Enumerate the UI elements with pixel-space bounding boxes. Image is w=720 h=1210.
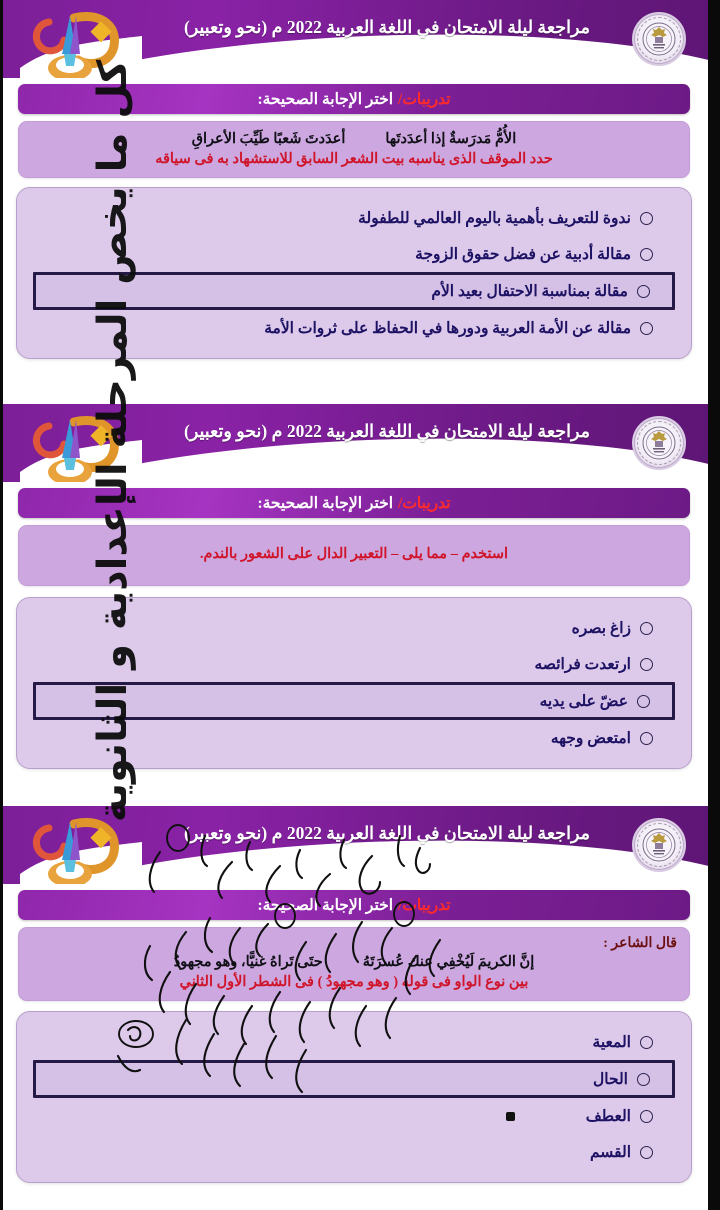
answer-option-label: مقالة أدبية عن فضل حقوق الزوجة [415,245,631,263]
answer-option[interactable] [17,646,691,682]
answer-option[interactable] [17,200,691,236]
question-prompt-1: حدد الموقف الذى يناسبه بيت الشعر السابق للاستشهاد به فى سياقه [155,151,553,167]
ink-dot-marker [506,1112,515,1121]
radio-circle-icon[interactable] [640,322,653,335]
question-prompt-2: استخدم – مما يلى – التعبير الدال على الشعور بالندم. [199,546,509,562]
exercise-label-white: اختر الإجابة الصحيحة: [257,90,394,108]
exercise-label-white: اختر الإجابة الصحيحة: [257,494,394,512]
radio-circle-icon[interactable] [637,1073,650,1086]
answer-option[interactable] [17,1134,691,1170]
nafham-logo [14,2,146,78]
ministry-emblem-icon [632,12,686,66]
answer-option-label: العطف [585,1107,631,1125]
answer-option-label: ندوة للتعريف بأهمية باليوم العالمي للطفولة [358,209,631,227]
radio-circle-icon[interactable] [637,695,650,708]
right-film-strip [708,0,720,1210]
answers-box-1 [16,187,692,359]
answer-option-label: زاغ بصره [571,619,631,637]
ministry-emblem-icon [632,416,686,470]
verse-hemistich-right: إنَّ الكريمَ لَيُخْفِي عنك عُسرَتَهُ [362,954,535,970]
answer-option[interactable] [17,720,691,756]
slide-card-2 [0,404,708,802]
answer-option[interactable] [17,610,691,646]
question-box-1 [18,121,690,178]
radio-circle-icon[interactable] [640,1036,653,1049]
exercise-bar-1 [18,84,690,114]
nafham-logo [14,808,146,884]
answer-option[interactable] [17,1024,691,1060]
answer-option[interactable] [17,310,691,346]
answer-option-label: امتعض وجهه [550,729,631,747]
ministry-emblem-icon [632,818,686,872]
radio-circle-icon[interactable] [637,285,650,298]
slide-card-3 [0,806,708,1210]
question-verse-3 [31,954,677,971]
answer-option-correct[interactable] [33,272,675,310]
exercise-label-red: تدريبات/ [398,494,451,512]
answer-option-correct[interactable] [33,682,675,720]
slide-header-1 [0,0,708,78]
answers-box-2 [16,597,692,769]
verse-hemistich-right: الأُمُّ مَدرَسةٌ إذا أعدَدتَها [385,131,517,147]
radio-circle-icon[interactable] [640,732,653,745]
answer-option-label: القسم [589,1143,631,1161]
answer-option-label: الحال [592,1070,628,1088]
answer-option-label: مقالة عن الأمة العربية ودورها في الحفاظ على ثروات الأمة [264,319,631,337]
slide-header-3 [0,806,708,884]
nafham-logo [14,406,146,482]
answer-option-label: ارتعدت فرائصه [534,655,631,673]
answer-option-label: عضّ على يديه [539,692,628,710]
answer-option[interactable] [17,1098,691,1134]
radio-circle-icon[interactable] [640,622,653,635]
page-title: مراجعة ليلة الامتحان في اللغة العربية 2022 م (نحو وتعبير) [184,823,590,843]
slide-header-2 [0,404,708,482]
exercise-bar-2 [18,488,690,518]
page-title: مراجعة ليلة الامتحان في اللغة العربية 2022 م (نحو وتعبير) [184,421,590,441]
radio-circle-icon[interactable] [640,658,653,671]
radio-circle-icon[interactable] [640,1146,653,1159]
answer-option-label: المعية [592,1033,631,1051]
answer-option[interactable] [17,236,691,272]
answers-box-3 [16,1011,692,1183]
vertical-note-text: كل ما يخص المرحلة الإعدادية و الثانوية [90,59,136,823]
question-box-3 [18,927,690,1001]
radio-circle-icon[interactable] [640,1110,653,1123]
verse-hemistich-left: أعدَدتَ شَعبًا طَيِّبَ الأعراقِ [191,131,346,147]
page-title: مراجعة ليلة الامتحان في اللغة العربية 2022 م (نحو وتعبير) [184,17,590,37]
slide-card-1 [0,0,708,400]
exercise-bar-3 [18,890,690,920]
answer-option-correct[interactable] [33,1060,675,1098]
radio-circle-icon[interactable] [640,212,653,225]
question-box-2 [18,525,690,586]
exercise-label-red: تدريبات/ [398,896,451,914]
exercise-label-red: تدريبات/ [398,90,451,108]
radio-circle-icon[interactable] [640,248,653,261]
answer-option-label: مقالة بمناسبة الاحتفال بعيد الأم [431,282,628,300]
question-verse-1 [31,131,677,148]
exercise-label-white: اختر الإجابة الصحيحة: [257,896,394,914]
left-film-strip [0,0,3,1210]
verse-hemistich-left: حتَى تَراهُ غنيًّا، وهو مجهودُ [173,954,323,970]
question-prompt-3: بين نوع الواو فى قوله ( وهو مجهودُ ) فى الشطر الأول الثاني [179,974,529,990]
question-lead-3: قال الشاعر : [603,936,677,951]
